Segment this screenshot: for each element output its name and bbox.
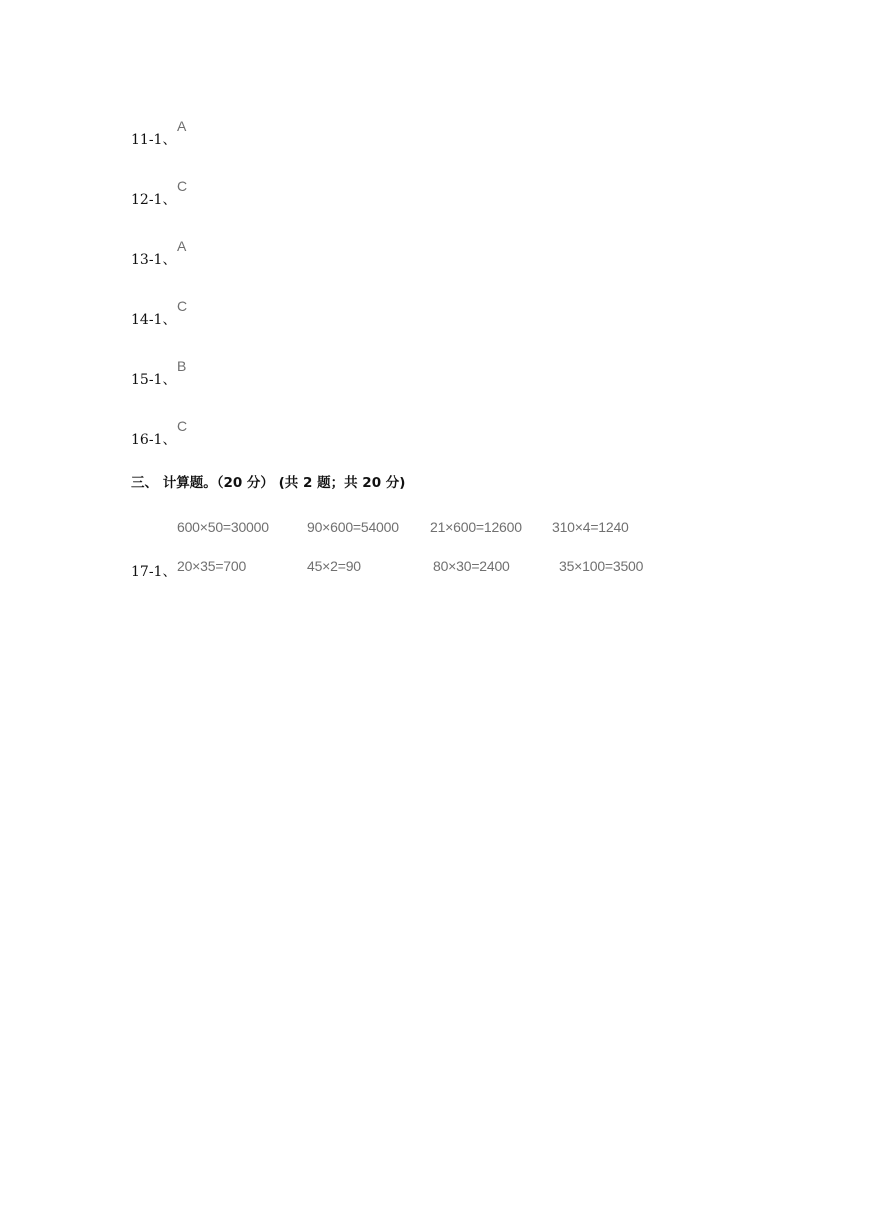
calc-equation: 35×100=3500 [559,558,644,574]
question-number: 14-1、 [131,312,177,328]
answer-choice: C [177,298,188,314]
calc-equation: 310×4=1240 [552,519,629,535]
answer-choice: A [177,118,187,134]
answer-choice: C [177,418,188,434]
question-number: 16-1、 [131,432,177,448]
answer-choice: A [177,238,187,254]
question-number: 12-1、 [131,192,177,208]
calc-answer-block [131,515,691,585]
question-number: 15-1、 [131,372,177,388]
calc-equation: 21×600=12600 [430,519,522,535]
calc-equation: 90×600=54000 [307,519,399,535]
calc-equation: 80×30=2400 [433,558,510,574]
question-number: 11-1、 [131,132,177,148]
section-heading: 三、 计算题。（20 分） (共 2 题；共 20 分) [131,475,406,491]
calc-equation: 20×35=700 [177,558,247,574]
question-number: 13-1、 [131,252,177,268]
answer-choice: C [177,178,188,194]
answer-choice: B [177,358,187,374]
calc-equation: 600×50=30000 [177,519,269,535]
question-number: 17-1、 [131,564,177,580]
calc-equation: 45×2=90 [307,558,361,574]
